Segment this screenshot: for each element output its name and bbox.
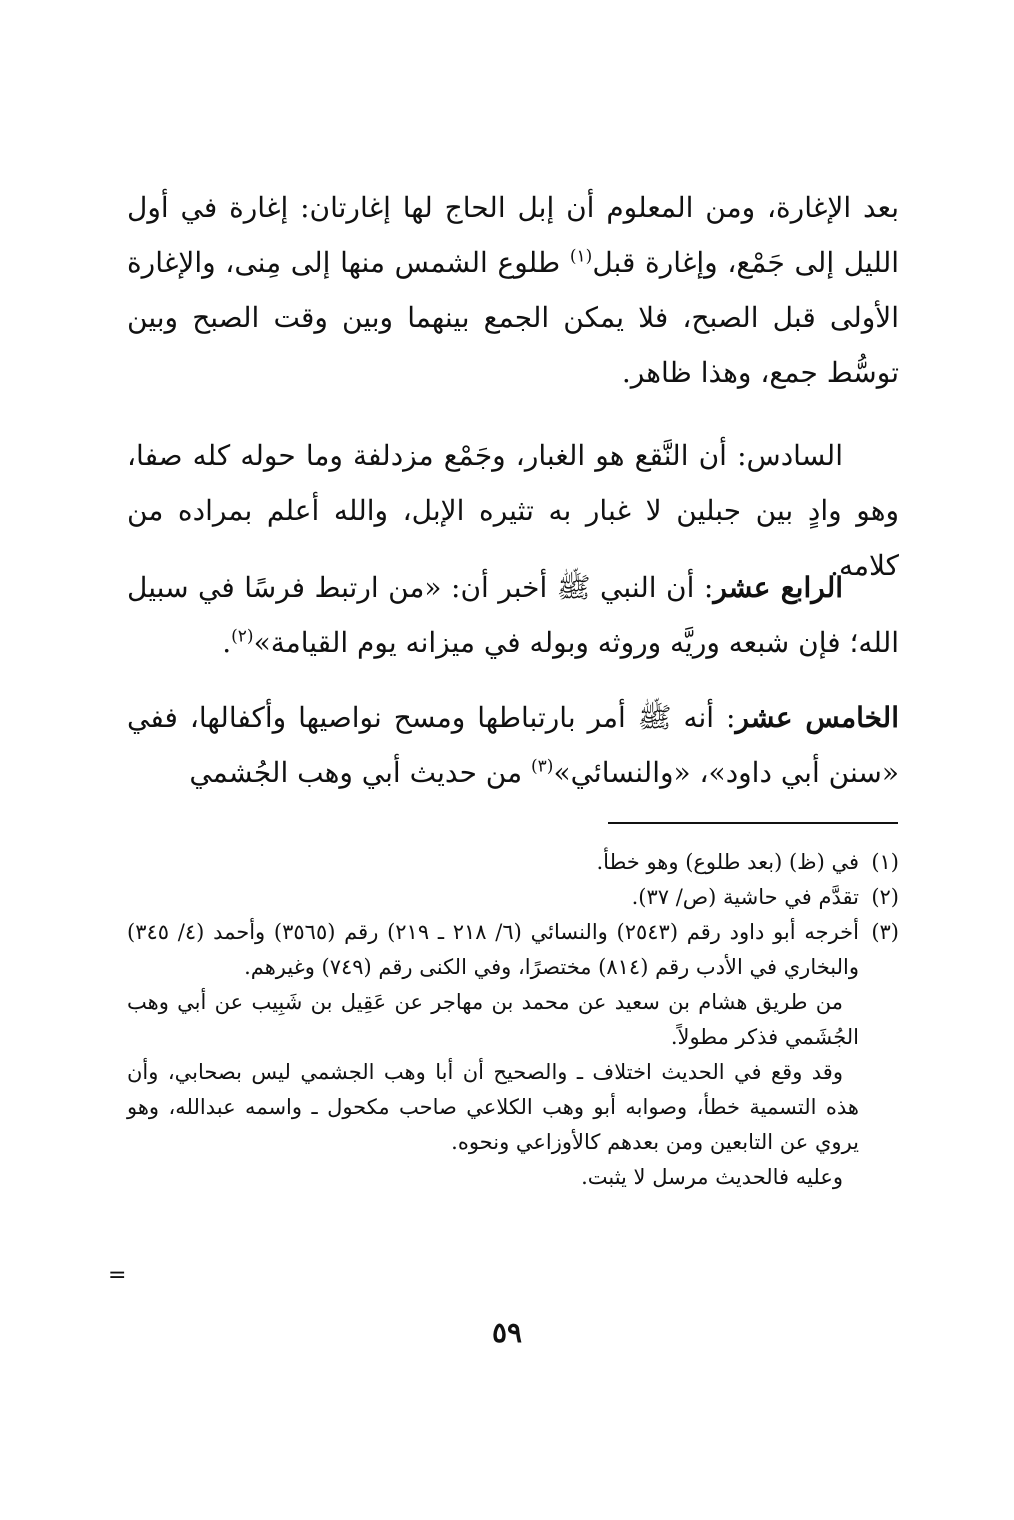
footnote-text: أخرجه أبو داود رقم (٢٥٤٣) والنسائي (٦/ ٢١٨ ـ ٢١٩) رقم (٣٥٦٥) وأحمد (٤/ ٣٤٥) والبخاري في الأدب رقم (٨١٤) مختصرًا، وفي الكنى رقم (٧٤٩) وغيرهم.	[127, 920, 859, 979]
footnote-ref-1[interactable]: (١)	[569, 246, 593, 267]
paragraph-ighara	[127, 180, 899, 400]
section-heading-fourteenth: الرابع عشر	[713, 571, 844, 604]
footnote-number: (٣)	[871, 920, 899, 944]
paragraph-fifteenth	[127, 690, 899, 800]
paragraph-text: طلوع الشمس منها إلى مِنى، والإغارة الأولى قبل الصبح، فلا يمكن الجمع بينهما وبين وقت الصبح وبين توسُّط جمع، وهذا ظاهر.	[127, 246, 899, 389]
paragraph-text: : أن النبي ﷺ أخبر أن: «من ارتبط فرسًا في سبيل الله؛ فإن شبعه وريَّه وروثه وبوله في ميزانه يوم القيامة»	[127, 571, 899, 659]
page-number: ٥٩	[491, 1316, 523, 1349]
footnotes	[127, 845, 899, 1195]
footnote-number: (٢)	[871, 885, 899, 909]
footnote-3-continuation: وعليه فالحديث مرسل لا يثبت.	[581, 1165, 843, 1189]
footnote-ref-2[interactable]: (٢)	[231, 626, 254, 647]
footnote-1	[127, 845, 899, 880]
footnote-separator	[608, 822, 898, 824]
section-heading-fifteenth: الخامس عشر	[735, 701, 899, 734]
footnote-3	[127, 915, 899, 985]
footnote-3-continuation: من طريق هشام بن سعيد عن محمد بن مهاجر عن عَقِيل بن شَبِيب عن أبي وهب الجُشَمي فذكر مطولاً.	[127, 990, 859, 1049]
footnote-text: في (ظ) (بعد طلوع) وهو خطأ.	[596, 850, 859, 874]
paragraph-text: السادس: أن النَّقع هو الغبار، وجَمْع مزدلفة وما حوله كله صفا، وهو وادٍ بين جبلين لا غبار به تثيره الإبل، والله أعلم بمراده من كلامه.	[127, 439, 899, 582]
footnote-2	[127, 880, 899, 915]
paragraph-text: : أنه ﷺ أمر بارتباطها ومسح نواصيها وأكفالها، ففي «سنن أبي داود»، «والنسائي»	[127, 701, 899, 789]
continuation-mark: =	[108, 1263, 127, 1288]
paragraph-text: بعد الإغارة، ومن المعلوم أن إبل الحاج لها إغارتان: إغارة في أول الليل إلى جَمْع، وإغارة قبل	[127, 191, 899, 279]
footnote-ref-3[interactable]: (٣)	[531, 756, 554, 777]
paragraph-text: من حديث أبي وهب الجُشمي	[189, 756, 532, 789]
paragraph-fourteenth	[127, 560, 899, 670]
footnote-number: (١)	[871, 850, 899, 874]
footnote-text: تقدَّم في حاشية (ص/ ٣٧).	[631, 885, 859, 909]
paragraph-end: .	[222, 626, 232, 659]
footnote-3-continuation: وقد وقع في الحديث اختلاف ـ والصحيح أن أبا وهب الجشمي ليس بصحابي، وأن هذه التسمية خطأ، وصوابه أبو وهب الكلاعي صاحب مكحول ـ واسمه عبدالله، وهو يروي عن التابعين ومن بعدهم كالأوزاعي ونحوه.	[127, 1060, 859, 1154]
